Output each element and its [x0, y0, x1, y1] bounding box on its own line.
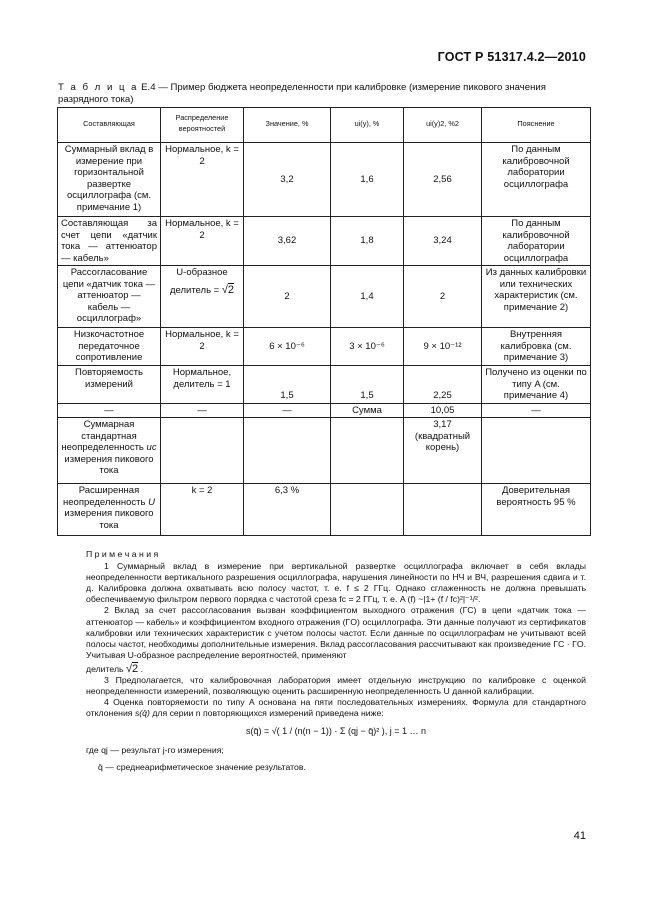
header-component: Составляющая	[58, 108, 161, 143]
cell-empty	[331, 484, 404, 536]
caption-label: Т а б л и ц а	[58, 82, 139, 93]
table-row	[58, 217, 591, 266]
cell-value: 2	[244, 266, 331, 328]
cell-explanation: По данным калибровочной лаборатории осциллографа	[482, 143, 591, 217]
cell-coverage: k = 2	[161, 484, 244, 536]
note-3: 3 Предполагается, что калибровочная лаборатория имеет отдельную инструкцию по калибровке с оценкой неопределенности измерений, позволяющую оценить расширенную неопределенность U данной калибрации.	[86, 675, 586, 697]
table-row	[58, 328, 591, 366]
cell-ui: 1,8	[331, 217, 404, 266]
cell-empty	[161, 418, 244, 484]
cell-explanation: Получено из оценки по типу A (см. примечание 4)	[482, 366, 591, 404]
note-2-divider: делитель √2 .	[86, 662, 143, 675]
cell-distribution: Нормальное, k = 2	[161, 143, 244, 217]
cell-empty	[244, 418, 331, 484]
cell-component	[58, 418, 161, 484]
note-4-symbol: s(q̄)	[134, 708, 150, 719]
sqrt-two-icon: √2	[221, 283, 235, 296]
cell-component: Рассогласование цепи «датчик тока — аттенюатор — кабель — осциллограф»	[58, 266, 161, 328]
cell-sum-value: 10,05	[404, 403, 482, 418]
combined-label-tail: измерения пикового тока	[64, 453, 154, 476]
u-symbol: U	[148, 496, 155, 508]
distribution-type: U-образное	[176, 267, 228, 278]
table-combined-row	[58, 418, 591, 484]
note-1: 1 Суммарный вклад в измерение при вертикальной развертке осциллографа включает в себя вклады неопределенности вертикального разрешения осциллографа, нарушения линейности по НЧ и ВЧ, разрешения сдвига и т. д. Калибровка должна охватывать всю полосу частот, т. е. f ≤ 2 ГГц. Однако сглаженность не должна превышать обеспечиваемую фильтром первого порядка с частотой среза fc = 2 ГГц, т. е. A (f) ~|1+ (f / fc)²|⁻¹/².	[86, 561, 586, 605]
expanded-label: Расширенная неопределенность	[63, 485, 146, 508]
cell-ui-squared: 9 × 10⁻¹²	[404, 328, 482, 366]
cell-component: Повторяемость измерений	[58, 366, 161, 404]
cell-distribution: Нормальное, k = 2	[161, 217, 244, 266]
cell-explanation: Из данных калибровки или технических характеристик (см. примечание 2)	[482, 266, 591, 328]
cell-combined-value: 3,17 (квадратный корень)	[404, 418, 482, 484]
note-4-text-tail: для серии n повторяющихся измерений приведена ниже:	[152, 708, 384, 719]
cell-ui-squared: 2,56	[404, 143, 482, 217]
page-number: 41	[573, 830, 586, 842]
cell-value: 6 × 10⁻⁶	[244, 328, 331, 366]
sqrt-two-icon: √2	[125, 662, 139, 675]
mean-line: q̄ — среднеарифметическое значение результатов.	[98, 761, 306, 772]
cell-explanation: Внутренняя калибровка (см. примечание 3)	[482, 328, 591, 366]
header-value: Значение, %	[244, 108, 331, 143]
document-header: ГОСТ Р 51317.4.2—2010	[437, 50, 586, 64]
cell-sum-label: Сумма	[331, 403, 404, 418]
caption-text: Е.4 — Пример бюджета неопределенности при калибровке (измерение пикового значения разрядного тока)	[58, 82, 546, 105]
cell-confidence: Доверительная вероятность 95 %	[482, 484, 591, 536]
cell-ui: 1,6	[331, 143, 404, 217]
expanded-label-tail: измерения пикового тока	[64, 508, 154, 531]
where-line: где qj — результат j-го измерения;	[86, 744, 224, 755]
cell-distribution	[161, 266, 244, 328]
cell-component	[58, 484, 161, 536]
table-row	[58, 366, 591, 404]
cell-empty	[404, 484, 482, 536]
cell-dash: —	[58, 403, 161, 418]
cell-component: Суммарный вклад в измерение при горизонтальной развертке осциллографа (см. примечание 1)	[58, 143, 161, 217]
cell-distribution: Нормальное, делитель = 1	[161, 366, 244, 404]
note-4-text: 4 Оценка повторяемости по типу A основана на пяти последовательных измерениях. Формула для стандартного отклонения	[86, 697, 586, 719]
combined-label: Суммарная стандартная неопределенность	[61, 419, 144, 453]
table-caption	[58, 82, 590, 106]
cell-value: 3,62	[244, 217, 331, 266]
note-4	[86, 697, 586, 719]
notes-title: П р и м е ч а н и я	[86, 549, 159, 559]
note-2: 2 Вклад за счет рассогласования вызван коэффициентом выходного отражения (ГC) в цепи «датчик тока — аттенюатор — кабель» и коэффициентом входного отражения (ГO) осциллографа. Эти данные получают из сертификатов калибровки или технических характеристик с учетом полосы частот. Если данные по осциллографам не учитывают всей полосы частот, необходимы дополнительные измерения. Вклад рассогласования рассчитывают как произведение ГC · ГO. Учитывая U-образное распределение вероятностей, применяют	[86, 605, 586, 660]
cell-explanation: По данным калибровочной лаборатории осциллографа	[482, 217, 591, 266]
cell-ui: 1,4	[331, 266, 404, 328]
table-header-row	[58, 108, 591, 143]
cell-ui: 3 × 10⁻⁶	[331, 328, 404, 366]
table-sum-row	[58, 403, 591, 418]
header-distribution: Распределение вероятностей	[161, 108, 244, 143]
cell-distribution: Нормальное, k = 2	[161, 328, 244, 366]
note-2-divider-label: делитель	[86, 663, 124, 674]
uc-symbol: uc	[146, 442, 157, 453]
cell-ui-squared: 3,24	[404, 217, 482, 266]
cell-component: Низкочастотное передаточное сопротивление	[58, 328, 161, 366]
cell-dash: —	[482, 403, 591, 418]
cell-value: 1,5	[244, 366, 331, 404]
cell-expanded-value: 6,3 %	[244, 484, 331, 536]
divider-label: делитель =	[169, 284, 220, 296]
table-expanded-row	[58, 484, 591, 536]
cell-ui-squared: 2,25	[404, 366, 482, 404]
cell-empty	[331, 418, 404, 484]
table-row	[58, 266, 591, 328]
cell-value: 3,2	[244, 143, 331, 217]
header-ui: ui(y), %	[331, 108, 404, 143]
header-ui-squared: ui(y)2, %2	[404, 108, 482, 143]
header-explanation: Пояснение	[482, 108, 591, 143]
cell-ui: 1,5	[331, 366, 404, 404]
cell-component: Составляющая за счет цепи «датчик тока — аттенюатор — кабель»	[58, 217, 161, 266]
uncertainty-budget-table	[57, 107, 591, 536]
notes-section	[86, 549, 586, 773]
cell-empty	[482, 418, 591, 484]
cell-ui-squared: 2	[404, 266, 482, 328]
table-row	[58, 143, 591, 217]
cell-dash: —	[244, 403, 331, 418]
cell-dash: —	[161, 403, 244, 418]
divider-formula	[164, 285, 240, 297]
std-deviation-formula: s(q̄) = √( 1 / (n(n − 1)) · Σ (qj − q̄)² ), j = 1 … n	[245, 726, 427, 737]
